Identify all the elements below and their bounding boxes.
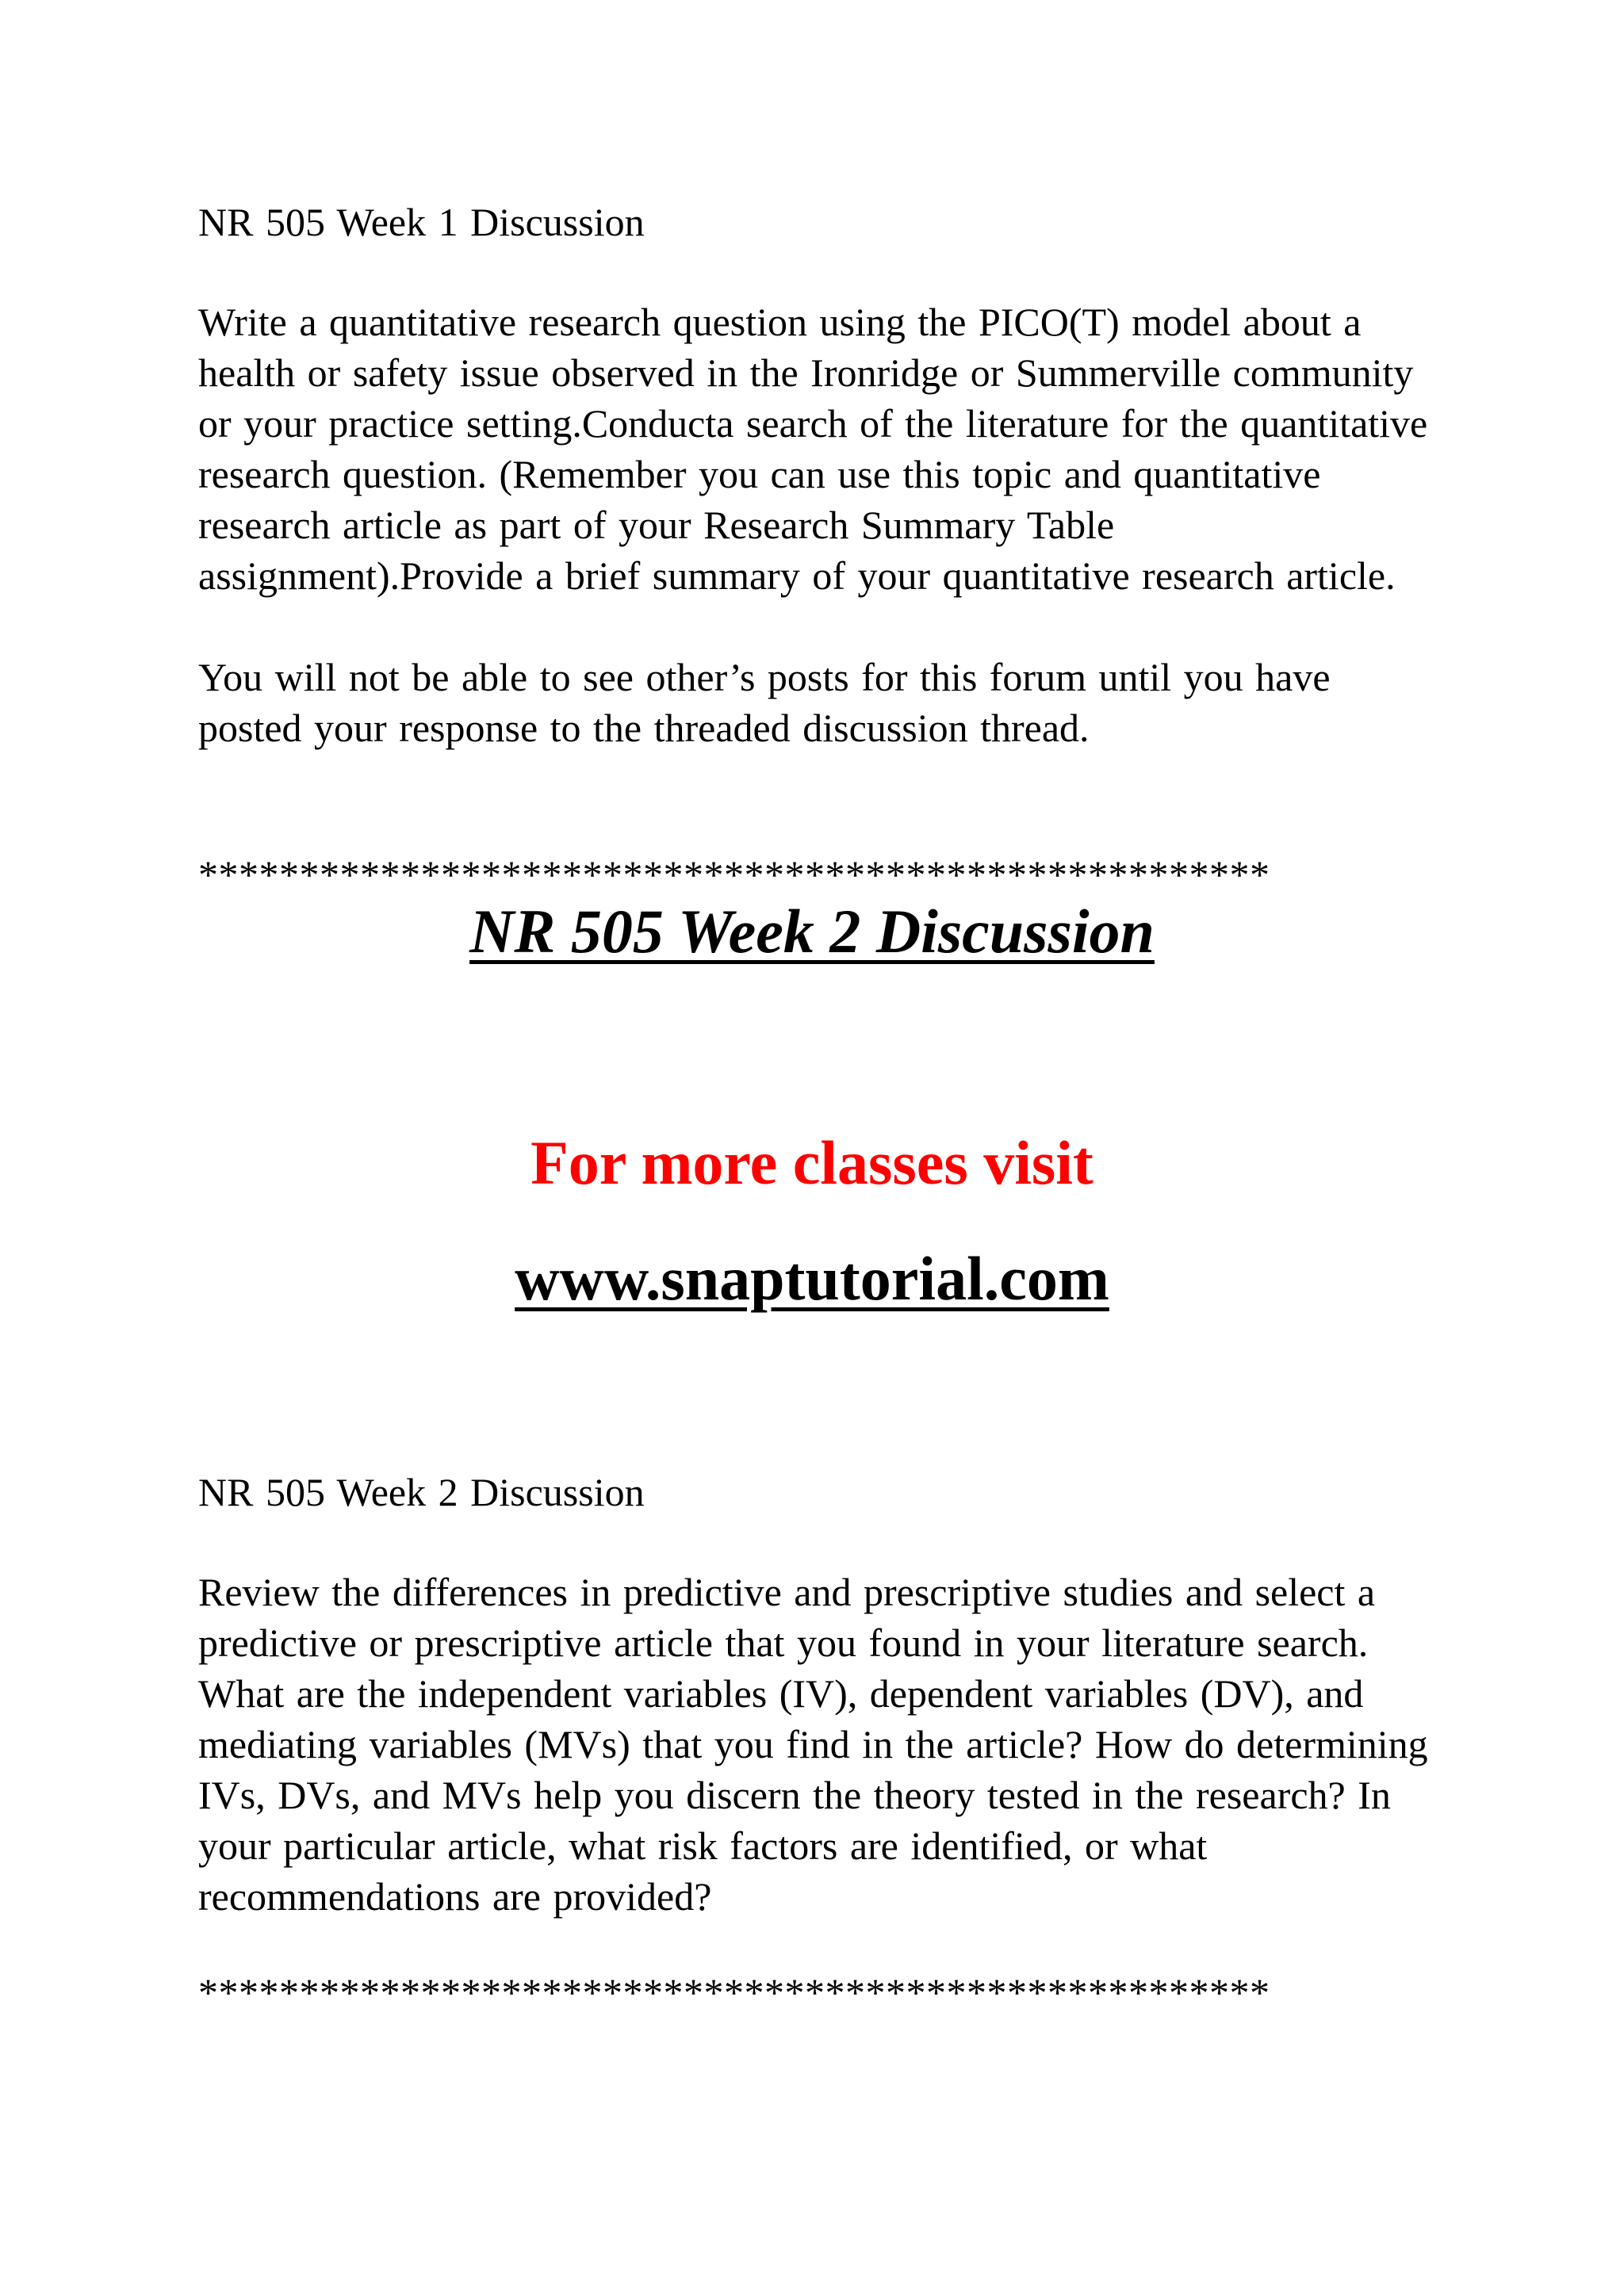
week1-body: Write a quantitative research question using the PICO(T) model about a health or safety issue observed in the Ironridge or Summerville community or your practice setting.Conducta search of the literature for the quantitative research question. (Remember you can use this topic and quantitative research article as part of your Research Summary Table assignment).Provide a brief summary of your quantitative research article. bbox=[198, 300, 1428, 598]
promo-text: For more classes visit bbox=[530, 1128, 1094, 1197]
week1-note: You will not be able to see other’s posts for this forum until you have posted your response to the threaded discussion thread. bbox=[198, 655, 1331, 750]
week2-main-heading: NR 505 Week 2 Discussion bbox=[469, 897, 1155, 966]
separator-bottom: ***************************************************** bbox=[198, 1970, 1270, 2015]
week1-title: NR 505 Week 1 Discussion bbox=[198, 200, 645, 244]
week2-body: Review the differences in predictive and prescriptive studies and select a predictive or prescriptive article that you found in your literature search. What are the independent variables (IV), dependent variables (DV), and mediating variables (MVs) that you find in the article? How do determining IVs, DVs, and MVs help you discern the theory tested in the research? In your particular article, what risk factors are identified, or what recommendations are provided? bbox=[198, 1570, 1428, 1919]
promo-link[interactable]: www.snaptutorial.com bbox=[515, 1244, 1109, 1313]
week2-title: NR 505 Week 2 Discussion bbox=[198, 1470, 645, 1514]
separator-top: ***************************************************** bbox=[198, 852, 1270, 897]
